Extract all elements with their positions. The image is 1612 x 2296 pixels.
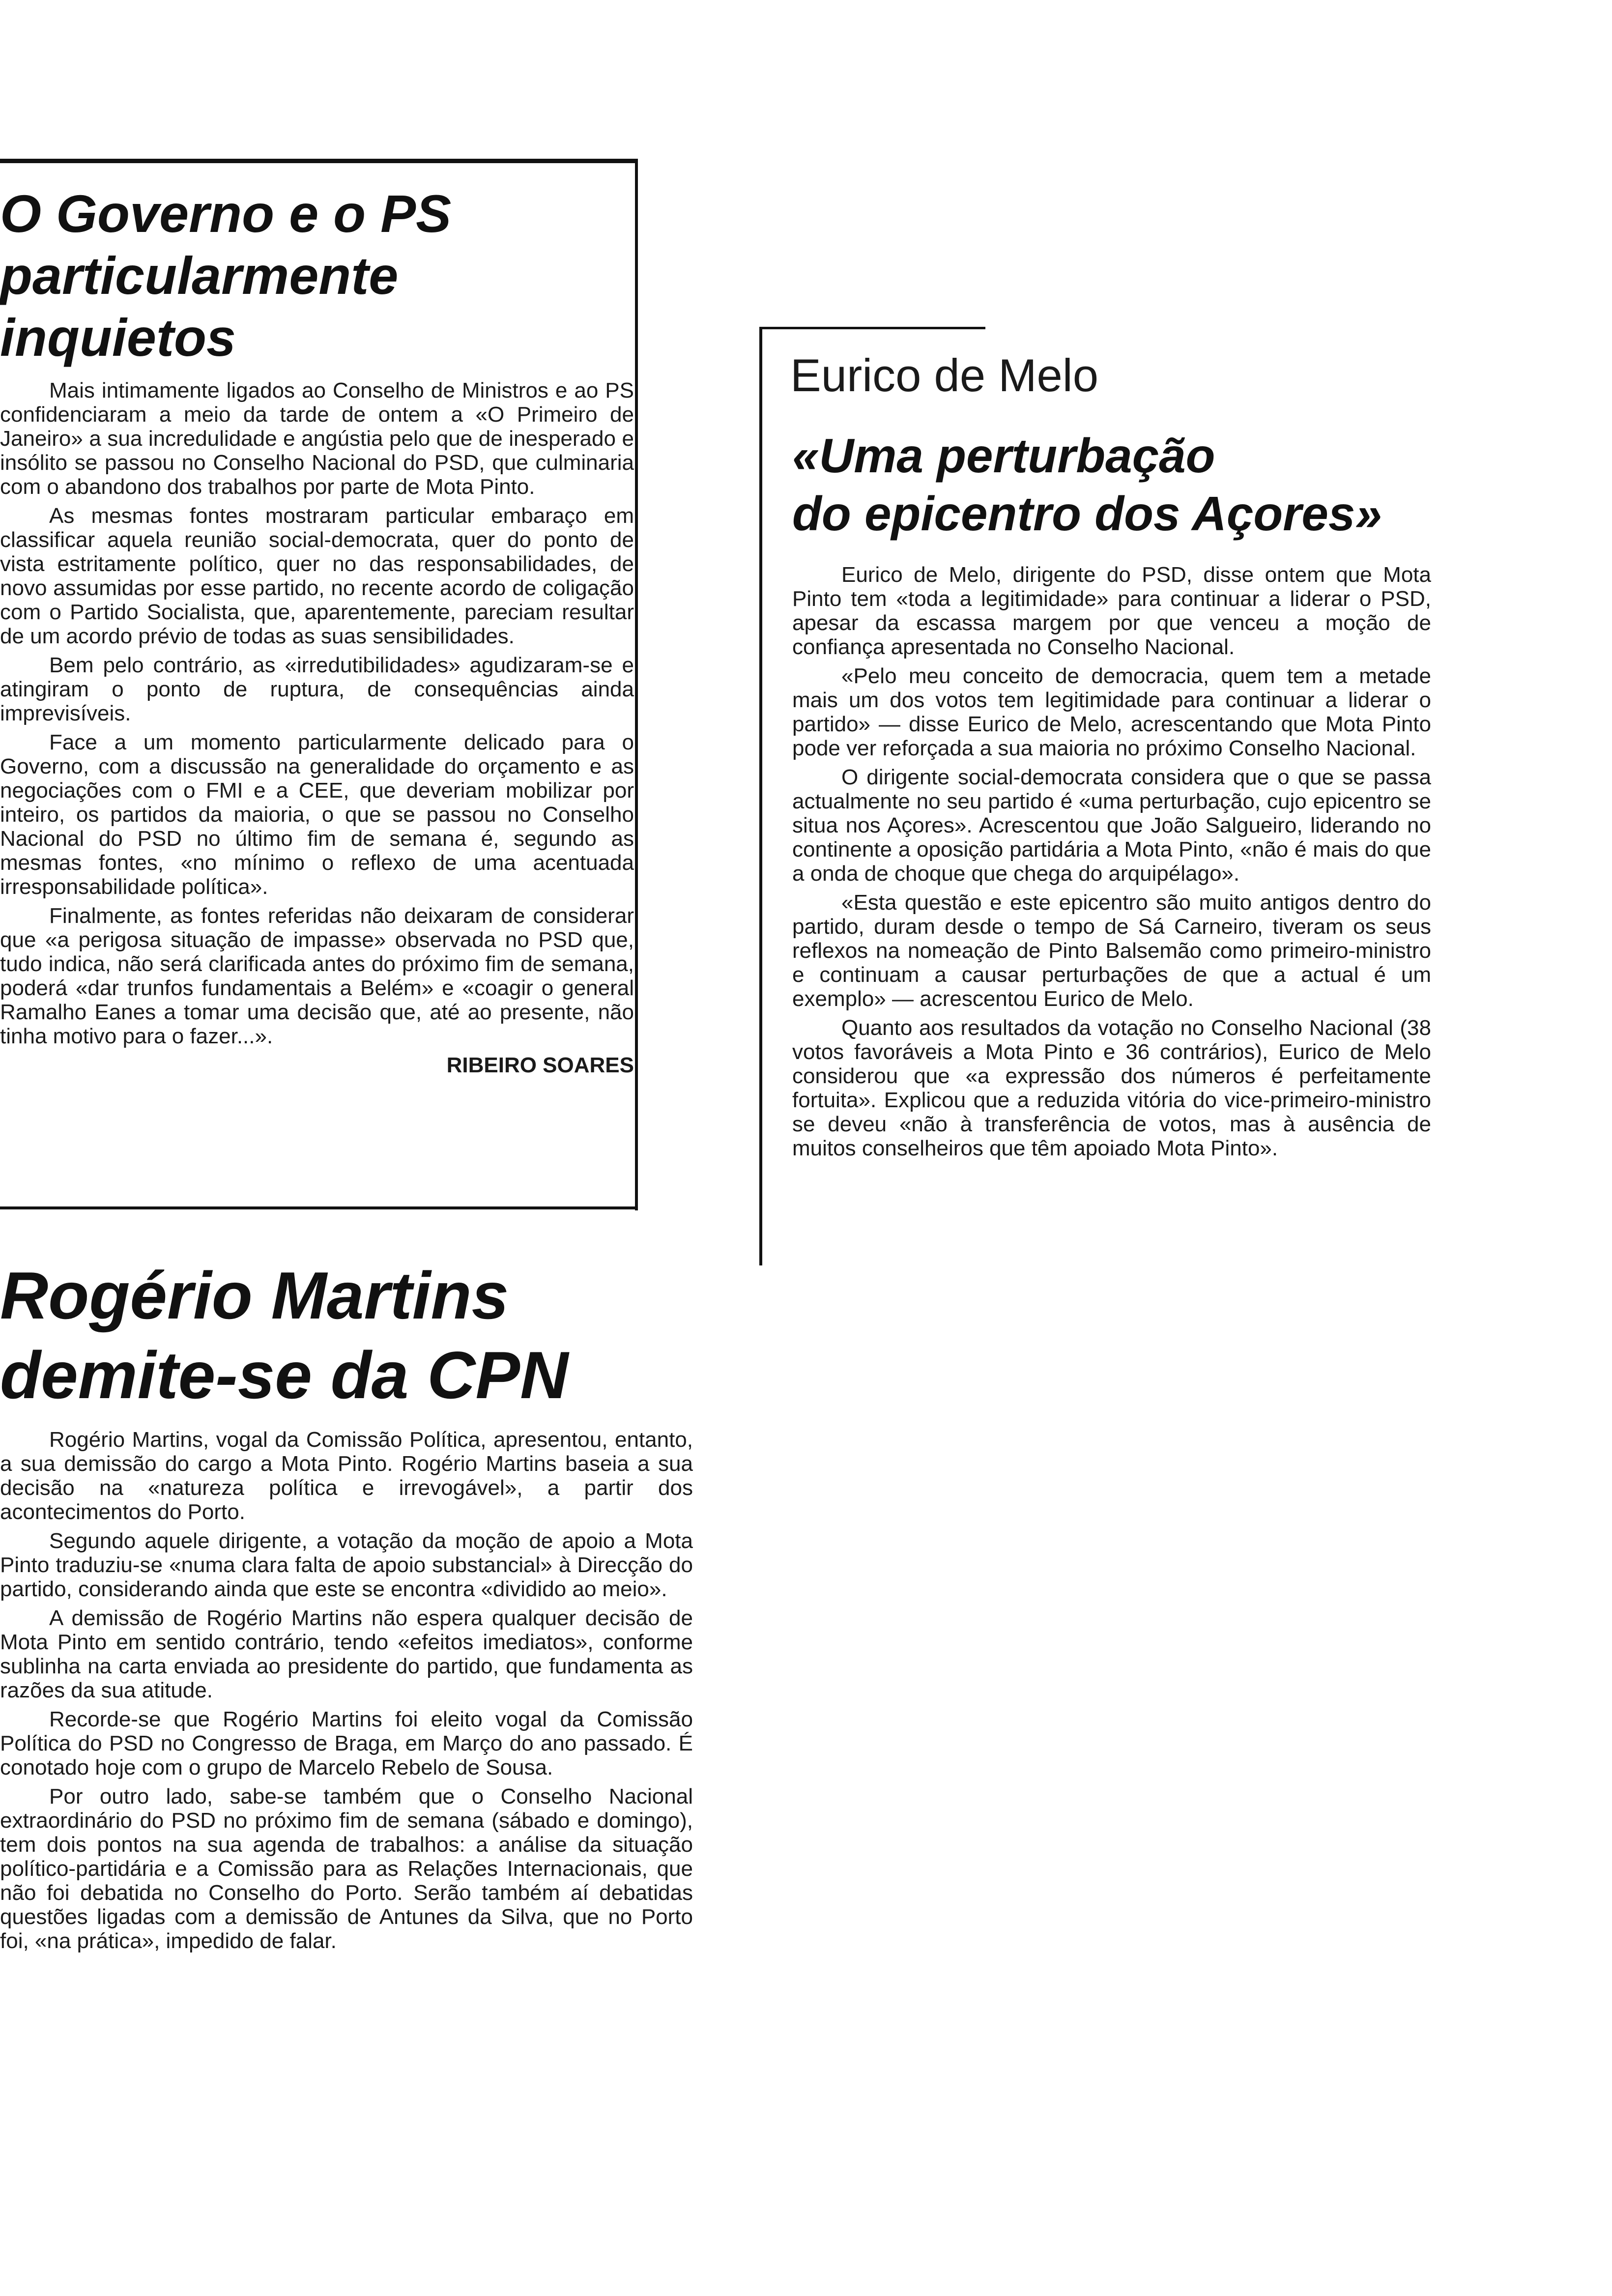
article1-right-border — [635, 159, 638, 1210]
article1-paragraph: Mais intimamente ligados ao Conselho de Ministros e ao PS confidenciaram a meio da tarde de ontem a «O Primeiro de Janeiro» a sua incredulidade e angústia pelo que de inesperado e insólito se passou no Conselho Nacional do PSD, que culminaria com o abandono dos trabalhos por parte de Mota Pinto. — [0, 378, 634, 499]
article3-paragraph: «Pelo meu conceito de democracia, quem tem a metade mais um dos votos tem legitimidade para continuar a liderar o partido» — disse Eurico de Melo, acrescentando que Mota Pinto pode ver reforçada a sua maioria no próximo Conselho Nacional. — [792, 664, 1431, 760]
article1-byline: RIBEIRO SOARES — [446, 1053, 634, 1077]
article1-bottom-rule — [0, 1206, 638, 1209]
article1-headline-line: particularmente — [0, 246, 399, 305]
article3-body — [792, 563, 1431, 1165]
article2-paragraph: A demissão de Rogério Martins não espera qualquer decisão de Mota Pinto em sentido contrário, tendo «efeitos imediatos», conforme sublinha na carta enviada ao presidente do partido, que fundamenta as razões da sua atitude. — [0, 1606, 693, 1702]
article2-paragraph: Por outro lado, sabe-se também que o Conselho Nacional extraordinário do PSD no próximo fim de semana (sábado e domingo), tem dois pontos na sua agenda de trabalhos: a análise da situação político-partidária e a Comissão para as Relações Internacionais, que não foi debatida no Conselho do Porto. Serão também aí debatidas questões ligadas com a demissão de Antunes da Silva, que no Porto foi, «na prática», impedido de falar. — [0, 1784, 693, 1953]
article3-paragraph: O dirigente social-democrata considera que o que se passa actualmente no seu partido é «uma perturbação, cujo epicentro se situa nos Açores». Acrescentou que João Salgueiro, liderando no continente a oposição partidária a Mota Pinto, «não é mais do que a onda de choque que chega do arquipélago». — [792, 765, 1431, 886]
article1-headline-line: inquietos — [0, 308, 236, 367]
article1-paragraph: Face a um momento particularmente delicado para o Governo, com a discussão na generalidade do orçamento e as negociações com o FMI e a CEE, que deveriam mobilizar por inteiro, os partidos da maioria, o que se passou no Conselho Nacional do PSD no último fim de semana é, segundo as mesmas fontes, «no mínimo o reflexo de uma acentuada irresponsabilidade política». — [0, 730, 634, 899]
article3-paragraph: Eurico de Melo, dirigente do PSD, disse ontem que Mota Pinto tem «toda a legitimidade» para continuar a liderar o PSD, apesar da escassa margem por que venceu a moção de confiança apresentada no Conselho Nacional. — [792, 563, 1431, 659]
article1-paragraph: Bem pelo contrário, as «irredutibilidades» agudizaram-se e atingiram o ponto de ruptura, de consequências ainda imprevisíveis. — [0, 653, 634, 725]
article3-headline-line: do epicentro dos Açores» — [792, 487, 1382, 541]
article1-body — [0, 378, 634, 1077]
article1-headline — [0, 183, 634, 369]
article3-section-label: Eurico de Melo — [790, 349, 1098, 401]
article1-headline-line: O Governo e o PS — [0, 184, 452, 243]
article3-left-border — [759, 327, 762, 1265]
article2-paragraph: Segundo aquele dirigente, a votação da moção de apoio a Mota Pinto traduziu-se «numa clara falta de apoio substancial» à Direcção do partido, considerando ainda que este se encontra «dividido ao meio». — [0, 1529, 693, 1601]
article3-headline — [792, 427, 1441, 543]
article2-headline-line: Rogério Martins — [0, 1258, 509, 1333]
article2-paragraph: Recorde-se que Rogério Martins foi eleito vogal da Comissão Política do PSD no Congresso de Braga, em Março do ano passado. É conotado hoje com o grupo de Marcelo Rebelo de Sousa. — [0, 1707, 693, 1779]
article1-paragraph: As mesmas fontes mostraram particular embaraço em classificar aquela reunião social-democrata, quer do ponto de vista estritamente político, quer no das responsabilidades, de novo assumidas por esse partido, no recente acordo de coligação com o Partido Socialista, que, aparentemente, pareciam resultar de um acordo prévio de todas as suas sensibilidades. — [0, 504, 634, 648]
article2-body — [0, 1428, 693, 1958]
article3-headline-line: «Uma perturbação — [792, 429, 1215, 483]
article2-headline — [0, 1256, 649, 1415]
article3-paragraph: «Esta questão e este epicentro são muito antigos dentro do partido, duram desde o tempo de Sá Carneiro, tiveram os seus reflexos na nomeação de Pinto Balsemão como primeiro-ministro e continuam a causar perturbações de que a actual é um exemplo» — acrescentou Eurico de Melo. — [792, 890, 1431, 1011]
article1-top-rule — [0, 159, 636, 163]
article1-paragraph: Finalmente, as fontes referidas não deixaram de considerar que «a perigosa situação de impasse» observada no PSD que, tudo indica, não será clarificada antes do próximo fim de semana, poderá «dar trunfos fundamentais a Belém» e «coagir o general Ramalho Eanes a tomar uma decisão que, até ao presente, não tinha motivo para o fazer...». — [0, 904, 634, 1048]
article3-paragraph: Quanto aos resultados da votação no Conselho Nacional (38 votos favoráveis a Mota Pinto e 36 contrários), Eurico de Melo considerou que «a expressão dos números é perfeitamente fortuita». Explicou que a reduzida vitória do vice-primeiro-ministro se deveu «não à transferência de votos, mas à ausência de muitos conselheiros que têm apoiado Mota Pinto». — [792, 1016, 1431, 1160]
article2-paragraph: Rogério Martins, vogal da Comissão Política, apresentou, entanto, a sua demissão do cargo a Mota Pinto. Rogério Martins baseia a sua decisão na «natureza política e irrevogável», a partir dos acontecimentos do Porto. — [0, 1428, 693, 1524]
article2-headline-line: demite-se da CPN — [0, 1338, 569, 1412]
article3-top-rule — [759, 327, 985, 329]
